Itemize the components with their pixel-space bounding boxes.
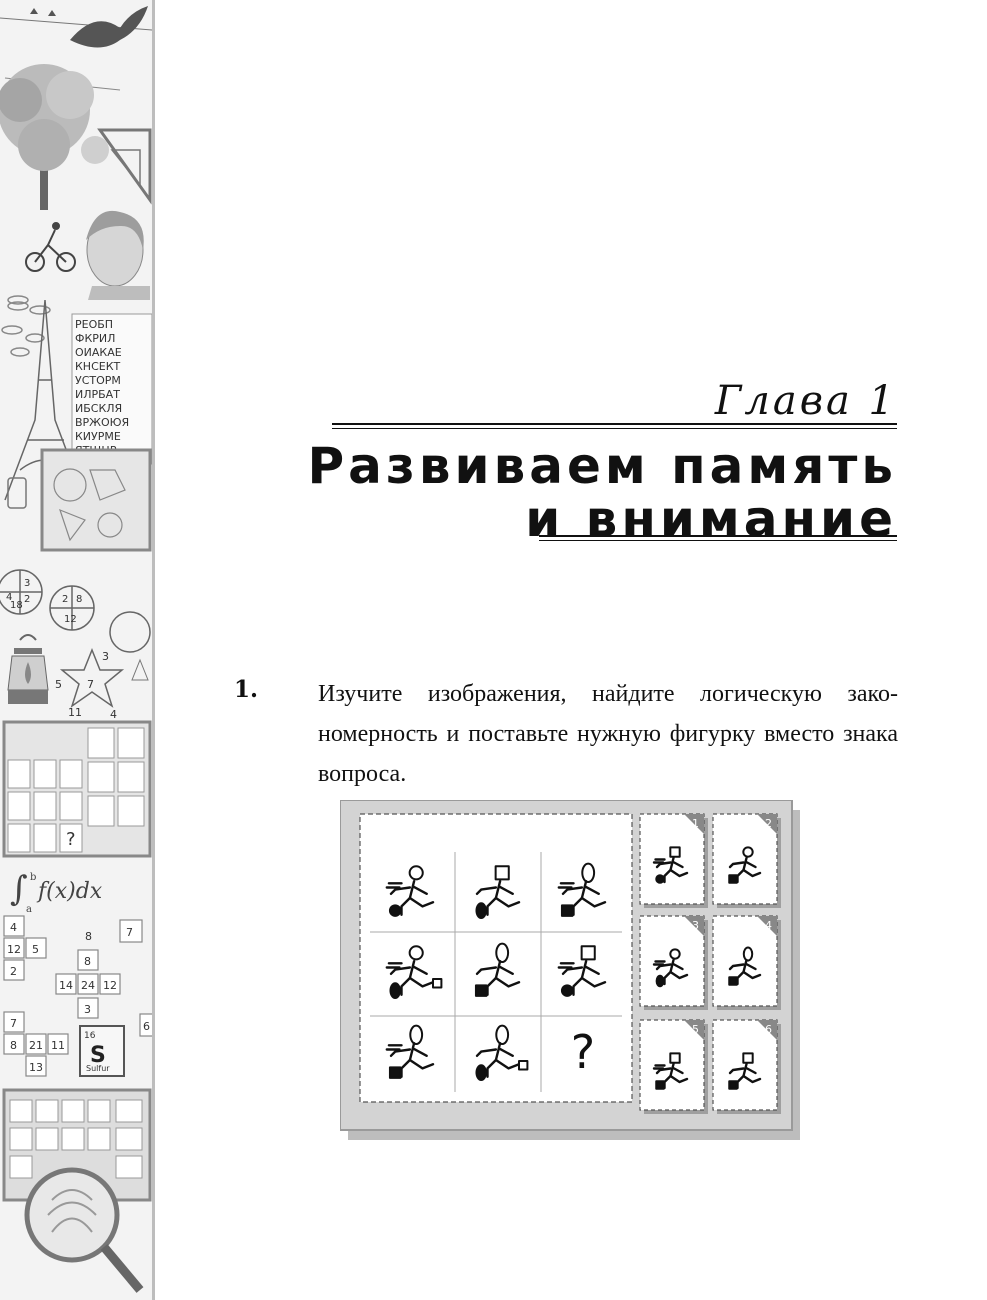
- star-number: 5: [55, 678, 62, 691]
- answer-option-3[interactable]: [640, 916, 708, 1010]
- chapter-title-line-1: Развиваем память: [307, 437, 897, 495]
- question-mark: ?: [570, 1025, 596, 1079]
- option-number: 6: [765, 1023, 772, 1036]
- wordsearch-row: ИЛРБАТ: [75, 388, 120, 401]
- sulfur-element-tile: [80, 1026, 124, 1076]
- cross-number: 2: [10, 965, 17, 978]
- wordsearch-row: ОИАКАЕ: [75, 346, 122, 359]
- heading-top-rule-thin: [332, 428, 897, 429]
- cyclist-icon: [26, 223, 75, 271]
- decorative-sidebar: [0, 0, 155, 1300]
- answer-option-5[interactable]: [640, 1020, 708, 1114]
- cross-number: 11: [51, 1039, 65, 1052]
- cross-number: 7: [10, 1017, 17, 1030]
- option-number: 1: [692, 817, 699, 830]
- phone-icon: [8, 478, 26, 508]
- wheel-number: 18: [10, 600, 23, 611]
- wheel-number: 2: [24, 594, 31, 605]
- option-number: 3: [692, 919, 699, 932]
- wordsearch-row: КНСЕКТ: [75, 360, 121, 373]
- cross-number: 24: [81, 979, 95, 992]
- svg-text:a: a: [26, 904, 32, 915]
- task-text: Изучите изображения, найдите логическую закономерность и поставьте нужную фигурку вместо знака вопроса.: [318, 681, 898, 787]
- answer-option-6[interactable]: [713, 1020, 781, 1114]
- svg-text:S: S: [90, 1043, 106, 1068]
- lantern-icon: [8, 635, 48, 704]
- answer-option-1[interactable]: [640, 814, 708, 908]
- number-wheel: [110, 612, 150, 652]
- option-number: 5: [692, 1023, 699, 1036]
- star-number: 11: [68, 706, 82, 719]
- cross-number: 5: [32, 943, 39, 956]
- wheel-number: 8: [76, 594, 83, 605]
- cross-number: 12: [103, 979, 117, 992]
- svg-text:?: ?: [66, 829, 76, 850]
- wheel-number: 3: [24, 578, 31, 589]
- option-number: 2: [765, 817, 772, 830]
- wordsearch-row: КИУРМЕ: [75, 430, 121, 443]
- cross-number: 14: [59, 979, 73, 992]
- cross-number: 6: [143, 1020, 150, 1033]
- svg-text:b: b: [30, 872, 37, 883]
- cross-number: 8: [10, 1039, 17, 1052]
- triangle-ruler-icon: [100, 130, 150, 200]
- wordsearch-row: ВРЖОЮЯ: [75, 416, 130, 429]
- answer-option-4[interactable]: [713, 916, 781, 1010]
- cross-number: 3: [84, 1003, 91, 1016]
- wordsearch-row: РЕОБП: [75, 318, 114, 331]
- star-number: 4: [110, 708, 117, 721]
- task-number: 1.: [234, 676, 259, 703]
- star-number: 3: [102, 650, 109, 663]
- svg-text:f(x)dx: f(x)dx: [38, 879, 103, 904]
- heading-bottom-rule-thin: [539, 540, 897, 541]
- cross-number: 7: [126, 926, 133, 939]
- wordsearch-row: УСТОРМ: [75, 374, 121, 387]
- answer-option-2[interactable]: [713, 814, 781, 908]
- mozart-portrait-icon: [86, 211, 150, 300]
- wordsearch-row: ФКРИЛ: [75, 332, 116, 345]
- wordsearch-row: ИБСКЛЯ: [75, 402, 123, 415]
- bird-icon: [30, 6, 148, 48]
- figure-puzzle: [340, 800, 800, 1140]
- svg-text:Sulfur: Sulfur: [86, 1064, 110, 1073]
- cross-number: 8: [85, 930, 92, 943]
- tree-icon: [0, 64, 120, 210]
- shape-puzzle-icon: [42, 450, 150, 550]
- wheel-number: 12: [64, 614, 77, 625]
- chapter-title-line-2: и внимание: [525, 490, 897, 548]
- integral-formula: [10, 869, 103, 915]
- cross-number: 8: [84, 955, 91, 968]
- wheel-number: 2: [62, 594, 69, 605]
- mini-figure-grid: [4, 722, 150, 856]
- cross-number: 13: [29, 1061, 43, 1074]
- heading-bottom-rule: [539, 535, 897, 537]
- heading-top-rule: [332, 423, 897, 425]
- svg-text:∫: ∫: [10, 869, 28, 909]
- star-number: 7: [87, 678, 94, 691]
- cross-number: 4: [10, 921, 17, 934]
- svg-text:16: 16: [84, 1031, 96, 1041]
- wheel-number: 4: [6, 592, 13, 603]
- option-number: 4: [765, 919, 772, 932]
- cross-number: 12: [7, 943, 21, 956]
- cross-number: 21: [29, 1039, 43, 1052]
- chapter-label: Глава 1: [714, 378, 897, 424]
